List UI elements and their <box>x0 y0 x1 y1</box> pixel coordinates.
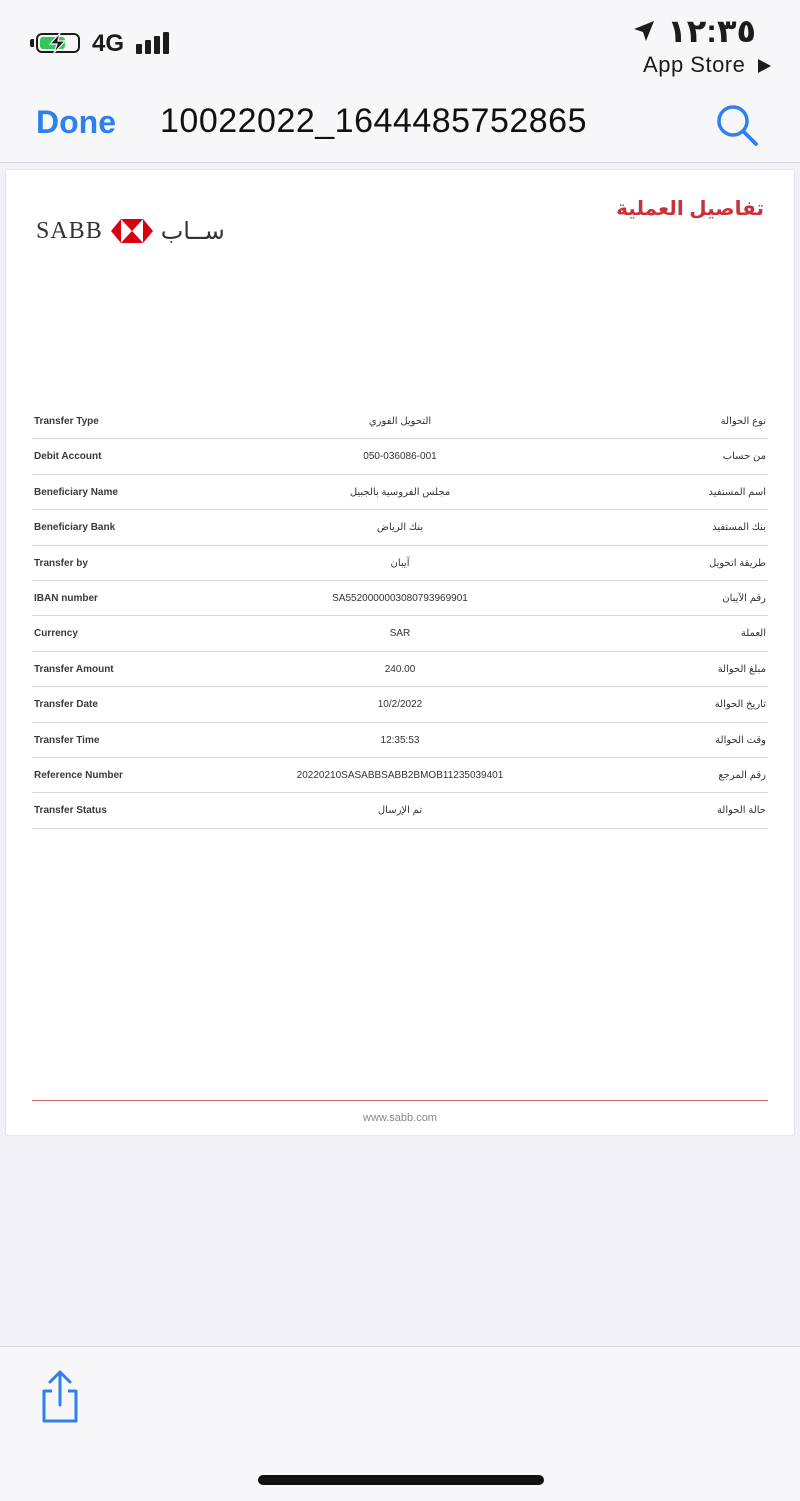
signal-bar <box>145 40 151 54</box>
detail-row <box>32 404 768 439</box>
signal-bar <box>154 36 160 54</box>
done-button[interactable]: Done <box>36 104 116 140</box>
detail-label-en: Beneficiary Bank <box>34 522 116 534</box>
share-icon[interactable] <box>36 1369 84 1425</box>
detail-label-en: Beneficiary Name <box>34 486 118 498</box>
bottom-toolbar <box>0 1346 800 1501</box>
signal-bar <box>136 44 142 54</box>
detail-label-en: Transfer Status <box>34 805 107 817</box>
footer-divider <box>32 1100 768 1101</box>
document-page <box>6 170 794 1135</box>
detail-label-ar: رقم المرجع <box>718 769 766 781</box>
detail-value: 20220210SASABBSABB2BMOB11235039401 <box>296 769 504 781</box>
detail-label-en: Transfer Type <box>34 416 99 427</box>
detail-value: مجلس الفروسية بالجبيل <box>349 486 451 498</box>
back-app-label: App Store <box>643 52 746 77</box>
search-icon[interactable] <box>712 102 764 148</box>
detail-row <box>32 510 768 545</box>
detail-label-ar: بنك المستفيد <box>712 522 766 534</box>
play-triangle-icon <box>756 58 772 74</box>
charging-bolt-icon <box>38 32 78 54</box>
back-to-app-link[interactable] <box>643 52 772 78</box>
detail-row <box>32 758 768 793</box>
detail-label-en: Transfer Amount <box>34 663 114 675</box>
clock: ١٢:٣٥ <box>667 13 756 49</box>
document-title: 10022022_1644485752865 <box>160 102 588 140</box>
detail-row <box>32 616 768 651</box>
detail-label-ar: تاريخ الحوالة <box>714 699 766 711</box>
detail-label-ar: طريقة اتحويل <box>709 557 766 569</box>
detail-label-ar: اسم المستفيد <box>708 486 766 498</box>
detail-label-en: Transfer Time <box>34 734 100 746</box>
detail-value: 240.00 <box>384 663 416 675</box>
detail-label-en: Transfer Date <box>34 699 98 711</box>
detail-row <box>32 439 768 474</box>
clock-area <box>631 12 756 50</box>
detail-row <box>32 723 768 758</box>
network-type: 4G <box>92 30 125 57</box>
detail-label-ar: مبلغ الحوالة <box>717 663 766 675</box>
battery-cap <box>30 39 34 47</box>
detail-row <box>32 581 768 616</box>
detail-value: SAR <box>389 628 411 640</box>
detail-value: آيبان <box>390 557 410 569</box>
detail-label-ar: وقت الحوالة <box>715 734 766 746</box>
detail-row <box>32 475 768 510</box>
detail-row <box>32 793 768 828</box>
detail-label-ar: حالة الحوالة <box>716 805 766 817</box>
status-bar <box>0 0 800 90</box>
detail-value: 050-036086-001 <box>363 451 437 463</box>
detail-label-en: Reference Number <box>34 769 123 781</box>
detail-row <box>32 652 768 687</box>
location-arrow-icon <box>631 18 657 44</box>
detail-value: SA5520000003080793969901 <box>332 592 468 604</box>
footer-website: www.sabb.com <box>363 1112 437 1124</box>
detail-value: 12:35:53 <box>380 734 420 746</box>
detail-label-en: Transfer by <box>34 557 88 569</box>
detail-value: 10/2/2022 <box>377 699 423 711</box>
transfer-details-table <box>32 404 768 829</box>
detail-row <box>32 687 768 722</box>
detail-label-ar: العملة <box>740 628 766 640</box>
detail-label-ar: رقم الآيبان <box>722 592 766 604</box>
detail-value: التحويل الفوري <box>368 416 432 427</box>
detail-label-en: Debit Account <box>34 451 102 463</box>
signal-strength-icon <box>136 32 178 54</box>
transaction-details-heading: تفاصيل العملية <box>616 198 764 220</box>
logo-latin-text: SABB <box>36 217 103 244</box>
detail-label-en: IBAN number <box>34 592 98 604</box>
sabb-logo <box>36 214 225 248</box>
navigation-bar <box>0 90 800 163</box>
detail-value: بنك الرياض <box>376 522 424 534</box>
detail-value: تم الإرسال <box>377 805 423 817</box>
home-indicator[interactable] <box>258 1475 544 1485</box>
detail-row <box>32 546 768 581</box>
detail-label-en: Currency <box>34 628 78 640</box>
logo-arabic-text: ســاب <box>160 217 225 245</box>
signal-bar <box>163 32 169 54</box>
sabb-hexagon-logo-icon <box>111 219 153 243</box>
battery-icon <box>36 33 80 53</box>
detail-label-ar: من حساب <box>722 451 766 463</box>
detail-label-ar: نوع الحوالة <box>720 416 766 427</box>
